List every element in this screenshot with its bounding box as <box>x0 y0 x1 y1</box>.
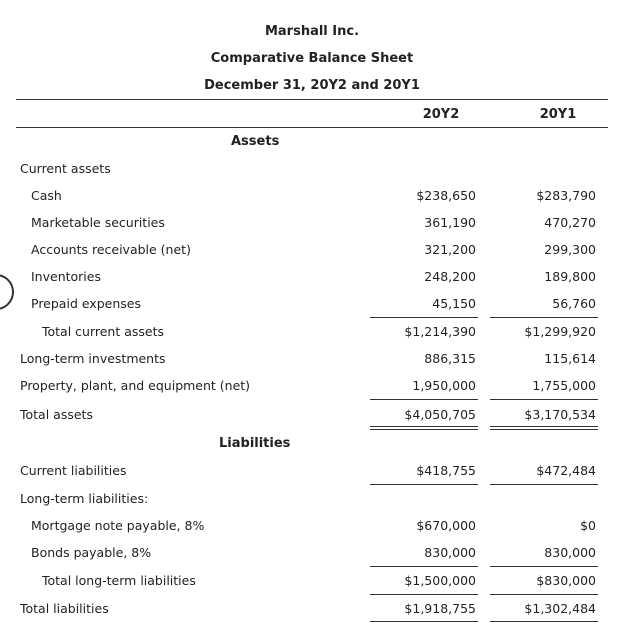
total-liabilities-20y2: $1,918,755 <box>404 601 476 616</box>
column-header-20y2: 20Y2 <box>422 107 460 122</box>
long-term-subtotal-rule-20y2 <box>370 566 478 567</box>
total-liabilities-bottom-rule-20y2 <box>370 621 478 622</box>
total-liabilities-top-rule-20y2 <box>370 594 478 595</box>
property-plant-equipment-20y2: 1,950,000 <box>412 378 476 393</box>
inventories-20y1: 189,800 <box>544 269 596 284</box>
statement-date: December 31, 20Y2 and 20Y1 <box>204 78 420 93</box>
total-assets-double-rule-20y1 <box>490 426 598 430</box>
prepaid-expenses-20y2: 45,150 <box>432 296 476 311</box>
row-label-prepaid-expenses: Prepaid expenses <box>31 296 141 311</box>
statement-title: Comparative Balance Sheet <box>210 51 414 66</box>
total-assets-20y2: $4,050,705 <box>404 407 476 422</box>
inventories-20y2: 248,200 <box>424 269 476 284</box>
bonds-payable-20y1: 830,000 <box>544 545 596 560</box>
total-liabilities-20y1: $1,302,484 <box>524 601 596 616</box>
row-label-property-plant-equipment: Property, plant, and equipment (net) <box>20 378 251 393</box>
total-long-term-liabilities-20y1: $830,000 <box>536 573 596 588</box>
row-label-accounts-receivable: Accounts receivable (net) <box>31 242 191 257</box>
header-bottom-rule <box>16 127 608 128</box>
long-term-investments-20y1: 115,614 <box>544 351 596 366</box>
current-assets-label: Current assets <box>20 161 111 176</box>
current-liabilities-20y2: $418,755 <box>416 463 476 478</box>
liabilities-section-heading: Liabilities <box>219 436 291 451</box>
prepaid-expenses-20y1: 56,760 <box>552 296 596 311</box>
row-label-current-liabilities: Current liabilities <box>20 463 127 478</box>
row-label-cash: Cash <box>31 188 62 203</box>
accounts-receivable-20y2: 321,200 <box>424 242 476 257</box>
mortgage-note-payable-20y1: $0 <box>580 518 596 533</box>
assets-section-heading: Assets <box>231 134 280 149</box>
subtotal-rule-20y1 <box>490 317 598 318</box>
subtotal-rule-20y2 <box>370 317 478 318</box>
company-name: Marshall Inc. <box>264 24 360 39</box>
row-label-inventories: Inventories <box>31 269 101 284</box>
current-liabilities-rule-20y2 <box>370 484 478 485</box>
current-liabilities-20y1: $472,484 <box>536 463 596 478</box>
row-label-mortgage-note-payable: Mortgage note payable, 8% <box>31 518 205 533</box>
property-plant-equipment-20y1: 1,755,000 <box>532 378 596 393</box>
total-current-assets-20y2: $1,214,390 <box>404 324 476 339</box>
row-label-total-long-term-liabilities: Total long-term liabilities <box>42 573 196 588</box>
long-term-liabilities-label: Long-term liabilities: <box>20 491 149 506</box>
total-assets-top-rule-20y1 <box>490 399 598 400</box>
accounts-receivable-20y1: 299,300 <box>544 242 596 257</box>
row-label-total-current-assets: Total current assets <box>42 324 165 339</box>
header-top-rule <box>16 99 608 100</box>
total-assets-top-rule-20y2 <box>370 399 478 400</box>
marketable-securities-20y2: 361,190 <box>424 215 476 230</box>
row-label-bonds-payable: Bonds payable, 8% <box>31 545 152 560</box>
current-liabilities-rule-20y1 <box>490 484 598 485</box>
row-label-total-liabilities: Total liabilities <box>20 601 109 616</box>
total-assets-double-rule-20y2 <box>370 426 478 430</box>
total-liabilities-top-rule-20y1 <box>490 594 598 595</box>
total-liabilities-bottom-rule-20y1 <box>490 621 598 622</box>
row-label-total-assets: Total assets <box>20 407 93 422</box>
total-assets-20y1: $3,170,534 <box>524 407 596 422</box>
mortgage-note-payable-20y2: $670,000 <box>416 518 476 533</box>
circle-control-icon[interactable] <box>0 274 14 310</box>
row-label-long-term-investments: Long-term investments <box>20 351 166 366</box>
total-long-term-liabilities-20y2: $1,500,000 <box>404 573 476 588</box>
bonds-payable-20y2: 830,000 <box>424 545 476 560</box>
long-term-investments-20y2: 886,315 <box>424 351 476 366</box>
cash-20y1: $283,790 <box>536 188 596 203</box>
column-header-20y1: 20Y1 <box>539 107 577 122</box>
row-label-marketable-securities: Marketable securities <box>31 215 165 230</box>
total-current-assets-20y1: $1,299,920 <box>524 324 596 339</box>
cash-20y2: $238,650 <box>416 188 476 203</box>
long-term-subtotal-rule-20y1 <box>490 566 598 567</box>
marketable-securities-20y1: 470,270 <box>544 215 596 230</box>
